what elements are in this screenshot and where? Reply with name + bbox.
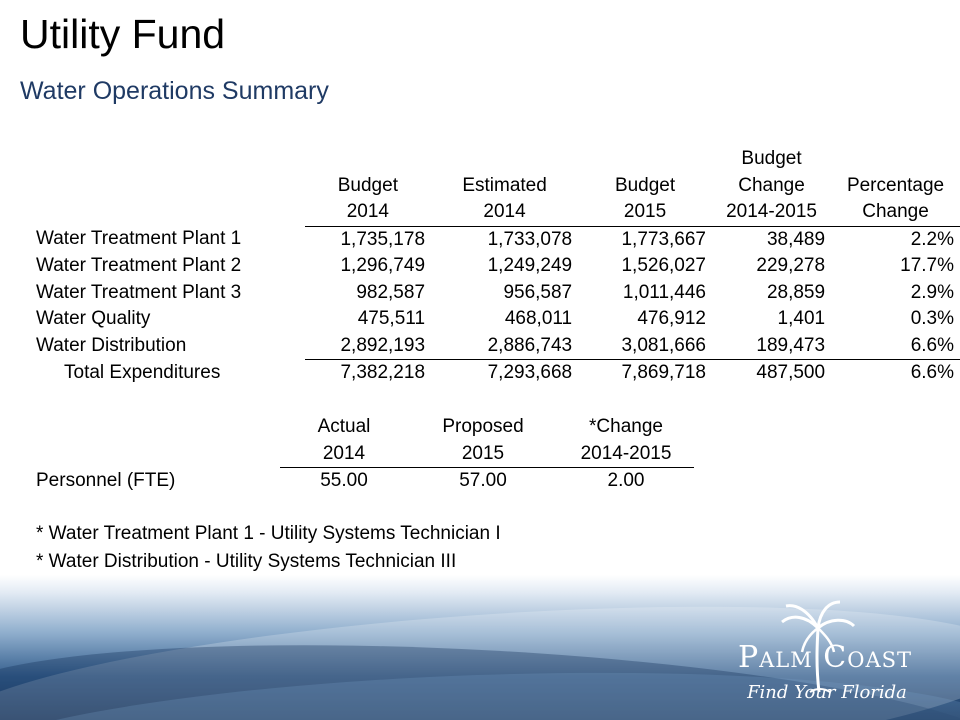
total-budget-2014-cell: 7,382,218 bbox=[340, 362, 426, 383]
header-cell: 2014-2015 bbox=[558, 441, 694, 468]
total-percent-change-cell: 6.6% bbox=[910, 362, 954, 383]
estimated-2014-cell: 1,249,249 bbox=[487, 255, 573, 276]
header-cell: Budget bbox=[614, 174, 676, 196]
footnote: * Water Distribution - Utility Systems Technician III bbox=[36, 551, 457, 572]
header-cell bbox=[305, 146, 431, 173]
total-row bbox=[30, 360, 960, 387]
logo-wordmark: Palm Coast bbox=[737, 640, 913, 675]
row-label: Water Distribution bbox=[36, 334, 187, 356]
estimated-2014-cell: 468,011 bbox=[504, 308, 573, 329]
total-change-cell: 487,500 bbox=[756, 362, 826, 383]
header-cell: Change bbox=[738, 174, 805, 196]
header-cell: Proposed bbox=[442, 416, 524, 437]
budget-table bbox=[30, 146, 960, 387]
percent-change-cell: 2.9% bbox=[910, 281, 954, 303]
table-row bbox=[30, 226, 960, 253]
header-cell: 2015 bbox=[578, 199, 712, 226]
change-cell: 38,489 bbox=[766, 228, 826, 250]
budget-2015-cell: 1,011,446 bbox=[622, 281, 706, 303]
proposed-fte-cell: 57.00 bbox=[459, 470, 507, 491]
estimated-2014-cell: 1,733,078 bbox=[487, 228, 573, 250]
header-cell bbox=[431, 146, 578, 173]
percent-change-cell: 17.7% bbox=[900, 255, 954, 276]
budget-2015-cell: 1,526,027 bbox=[621, 255, 706, 276]
header-cell: 2014-2015 bbox=[712, 199, 831, 226]
total-label: Total Expenditures bbox=[64, 361, 221, 383]
row-label: Water Treatment Plant 1 bbox=[36, 228, 242, 250]
table-row bbox=[30, 253, 960, 280]
header-cell bbox=[831, 146, 960, 173]
header-cell: 2014 bbox=[305, 199, 431, 226]
header-cell bbox=[30, 414, 280, 441]
palm-coast-logo bbox=[720, 596, 920, 712]
slide-subtitle: Water Operations Summary bbox=[20, 77, 329, 105]
table-row bbox=[30, 333, 960, 360]
percent-change-cell: 0.3% bbox=[910, 308, 954, 329]
total-estimated-2014-cell: 7,293,668 bbox=[487, 362, 573, 383]
table-row bbox=[30, 468, 694, 495]
header-cell bbox=[578, 146, 712, 173]
table-row bbox=[30, 280, 960, 307]
header-cell: Change bbox=[831, 199, 960, 226]
table-header-row bbox=[30, 441, 694, 468]
header-cell: 2014 bbox=[431, 199, 578, 226]
table-row bbox=[30, 306, 960, 333]
footnotes bbox=[36, 520, 501, 576]
budget-2015-cell: 476,912 bbox=[637, 308, 706, 329]
change-cell: 28,859 bbox=[766, 281, 826, 303]
header-cell: Actual bbox=[317, 416, 371, 437]
footnote: * Water Treatment Plant 1 - Utility Systems Technician I bbox=[36, 523, 501, 544]
row-label: Personnel (FTE) bbox=[36, 469, 176, 491]
table-header-row bbox=[30, 414, 694, 441]
table-header-row bbox=[30, 146, 960, 173]
header-cell: Budget bbox=[337, 174, 398, 196]
budget-2015-cell: 1,773,667 bbox=[621, 228, 706, 250]
budget-2014-cell: 982,587 bbox=[356, 281, 426, 303]
header-cell: Percentage bbox=[846, 174, 945, 196]
total-budget-2015-cell: 7,869,718 bbox=[621, 362, 706, 383]
header-cell bbox=[30, 199, 305, 226]
row-label: Water Treatment Plant 2 bbox=[36, 255, 242, 276]
percent-change-cell: 6.6% bbox=[831, 333, 960, 360]
logo-tagline: Find Your Florida bbox=[747, 682, 907, 703]
actual-fte-cell: 55.00 bbox=[320, 470, 368, 491]
header-cell: 2015 bbox=[408, 441, 558, 468]
table-header-row bbox=[30, 199, 960, 226]
budget-2014-cell: 2,892,193 bbox=[305, 333, 431, 360]
percent-change-cell: 2.2% bbox=[910, 228, 954, 250]
personnel-table bbox=[30, 414, 694, 495]
header-cell bbox=[30, 146, 305, 173]
header-cell: Estimated bbox=[462, 174, 547, 196]
header-cell: 2014 bbox=[280, 441, 408, 468]
row-label: Water Treatment Plant 3 bbox=[36, 281, 242, 303]
table-header-row bbox=[30, 173, 960, 200]
header-cell bbox=[30, 173, 305, 200]
change-cell: 1,401 bbox=[777, 308, 826, 329]
budget-2015-cell: 3,081,666 bbox=[578, 333, 712, 360]
row-label: Water Quality bbox=[36, 308, 151, 329]
estimated-2014-cell: 956,587 bbox=[503, 281, 573, 303]
header-cell bbox=[30, 441, 280, 468]
change-fte-cell: 2.00 bbox=[607, 470, 645, 491]
change-cell: 229,278 bbox=[756, 255, 826, 276]
budget-2014-cell: 475,511 bbox=[357, 308, 426, 329]
estimated-2014-cell: 2,886,743 bbox=[431, 333, 578, 360]
budget-2014-cell: 1,296,749 bbox=[340, 255, 426, 276]
slide-title: Utility Fund bbox=[20, 11, 226, 57]
budget-2014-cell: 1,735,178 bbox=[340, 228, 426, 250]
change-cell: 189,473 bbox=[712, 333, 831, 360]
header-cell: Budget bbox=[741, 148, 802, 169]
header-cell: *Change bbox=[589, 416, 663, 437]
